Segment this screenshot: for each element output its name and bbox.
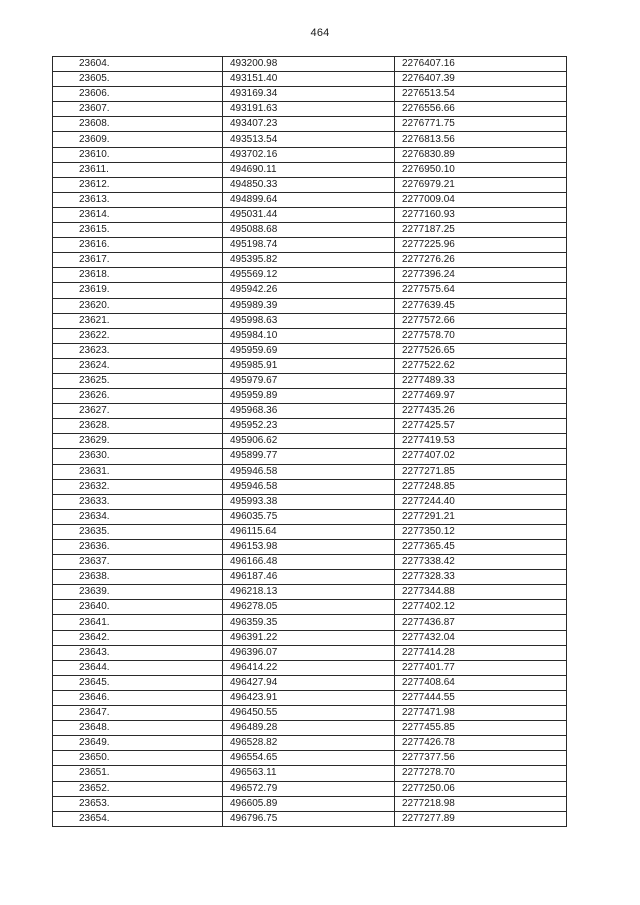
point-number-cell: 23638. <box>53 570 223 585</box>
x-coordinate-cell: 496035.75 <box>223 509 395 524</box>
x-coordinate-cell: 495959.69 <box>223 343 395 358</box>
y-coordinate-cell: 2277271.85 <box>395 464 567 479</box>
point-number-cell: 23647. <box>53 706 223 721</box>
x-coordinate-cell: 495952.23 <box>223 419 395 434</box>
x-coordinate-cell: 496427.94 <box>223 675 395 690</box>
table-row <box>53 706 567 721</box>
x-coordinate-cell: 496572.79 <box>223 781 395 796</box>
y-coordinate-cell: 2277350.12 <box>395 524 567 539</box>
y-coordinate-cell: 2277377.56 <box>395 751 567 766</box>
x-coordinate-cell: 496423.91 <box>223 690 395 705</box>
x-coordinate-cell: 496153.98 <box>223 540 395 555</box>
point-number-cell: 23607. <box>53 102 223 117</box>
point-number-cell: 23619. <box>53 283 223 298</box>
table-row <box>53 615 567 630</box>
y-coordinate-cell: 2277402.12 <box>395 600 567 615</box>
coordinate-table <box>52 56 567 827</box>
point-number-cell: 23642. <box>53 630 223 645</box>
x-coordinate-cell: 495906.62 <box>223 434 395 449</box>
x-coordinate-cell: 493200.98 <box>223 57 395 72</box>
x-coordinate-cell: 495088.68 <box>223 223 395 238</box>
x-coordinate-cell: 495989.39 <box>223 298 395 313</box>
coordinate-table-body <box>53 57 567 827</box>
y-coordinate-cell: 2277432.04 <box>395 630 567 645</box>
x-coordinate-cell: 494899.64 <box>223 192 395 207</box>
table-row <box>53 660 567 675</box>
page-number: 464 <box>310 27 330 39</box>
y-coordinate-cell: 2277396.24 <box>395 268 567 283</box>
x-coordinate-cell: 493702.16 <box>223 147 395 162</box>
table-row <box>53 736 567 751</box>
table-row <box>53 434 567 449</box>
x-coordinate-cell: 493191.63 <box>223 102 395 117</box>
point-number-cell: 23645. <box>53 675 223 690</box>
x-coordinate-cell: 495998.63 <box>223 313 395 328</box>
point-number-cell: 23621. <box>53 313 223 328</box>
y-coordinate-cell: 2276513.54 <box>395 87 567 102</box>
table-row <box>53 721 567 736</box>
point-number-cell: 23634. <box>53 509 223 524</box>
point-number-cell: 23637. <box>53 555 223 570</box>
point-number-cell: 23604. <box>53 57 223 72</box>
x-coordinate-cell: 496359.35 <box>223 615 395 630</box>
table-row <box>53 328 567 343</box>
point-number-cell: 23612. <box>53 177 223 192</box>
table-row <box>53 570 567 585</box>
table-row <box>53 494 567 509</box>
y-coordinate-cell: 2277401.77 <box>395 660 567 675</box>
point-number-cell: 23618. <box>53 268 223 283</box>
table-row <box>53 72 567 87</box>
point-number-cell: 23635. <box>53 524 223 539</box>
y-coordinate-cell: 2276771.75 <box>395 117 567 132</box>
point-number-cell: 23636. <box>53 540 223 555</box>
y-coordinate-cell: 2277419.53 <box>395 434 567 449</box>
x-coordinate-cell: 495942.26 <box>223 283 395 298</box>
point-number-cell: 23605. <box>53 72 223 87</box>
y-coordinate-cell: 2277328.33 <box>395 570 567 585</box>
x-coordinate-cell: 495993.38 <box>223 494 395 509</box>
y-coordinate-cell: 2276950.10 <box>395 162 567 177</box>
point-number-cell: 23646. <box>53 690 223 705</box>
y-coordinate-cell: 2277244.40 <box>395 494 567 509</box>
x-coordinate-cell: 493407.23 <box>223 117 395 132</box>
y-coordinate-cell: 2277444.55 <box>395 690 567 705</box>
y-coordinate-cell: 2277344.88 <box>395 585 567 600</box>
point-number-cell: 23625. <box>53 373 223 388</box>
table-row <box>53 192 567 207</box>
point-number-cell: 23626. <box>53 389 223 404</box>
y-coordinate-cell: 2277425.57 <box>395 419 567 434</box>
y-coordinate-cell: 2277278.70 <box>395 766 567 781</box>
point-number-cell: 23643. <box>53 645 223 660</box>
point-number-cell: 23628. <box>53 419 223 434</box>
x-coordinate-cell: 496489.28 <box>223 721 395 736</box>
table-row <box>53 585 567 600</box>
point-number-cell: 23617. <box>53 253 223 268</box>
point-number-cell: 23629. <box>53 434 223 449</box>
y-coordinate-cell: 2277291.21 <box>395 509 567 524</box>
table-row <box>53 479 567 494</box>
table-row <box>53 162 567 177</box>
point-number-cell: 23614. <box>53 207 223 222</box>
table-row <box>53 509 567 524</box>
table-row <box>53 540 567 555</box>
x-coordinate-cell: 496218.13 <box>223 585 395 600</box>
y-coordinate-cell: 2276830.89 <box>395 147 567 162</box>
table-row <box>53 177 567 192</box>
x-coordinate-cell: 496796.75 <box>223 811 395 826</box>
table-row <box>53 117 567 132</box>
y-coordinate-cell: 2277489.33 <box>395 373 567 388</box>
point-number-cell: 23631. <box>53 464 223 479</box>
y-coordinate-cell: 2277471.98 <box>395 706 567 721</box>
x-coordinate-cell: 495569.12 <box>223 268 395 283</box>
x-coordinate-cell: 496414.22 <box>223 660 395 675</box>
x-coordinate-cell: 496528.82 <box>223 736 395 751</box>
table-row <box>53 464 567 479</box>
x-coordinate-cell: 495946.58 <box>223 464 395 479</box>
point-number-cell: 23627. <box>53 404 223 419</box>
y-coordinate-cell: 2277218.98 <box>395 796 567 811</box>
x-coordinate-cell: 495395.82 <box>223 253 395 268</box>
y-coordinate-cell: 2277250.06 <box>395 781 567 796</box>
point-number-cell: 23648. <box>53 721 223 736</box>
point-number-cell: 23622. <box>53 328 223 343</box>
y-coordinate-cell: 2276407.39 <box>395 72 567 87</box>
point-number-cell: 23633. <box>53 494 223 509</box>
point-number-cell: 23620. <box>53 298 223 313</box>
table-row <box>53 389 567 404</box>
table-row <box>53 449 567 464</box>
y-coordinate-cell: 2276979.21 <box>395 177 567 192</box>
y-coordinate-cell: 2276556.66 <box>395 102 567 117</box>
table-row <box>53 238 567 253</box>
point-number-cell: 23651. <box>53 766 223 781</box>
x-coordinate-cell: 495984.10 <box>223 328 395 343</box>
x-coordinate-cell: 495899.77 <box>223 449 395 464</box>
table-row <box>53 132 567 147</box>
x-coordinate-cell: 496396.07 <box>223 645 395 660</box>
point-number-cell: 23652. <box>53 781 223 796</box>
y-coordinate-cell: 2277248.85 <box>395 479 567 494</box>
y-coordinate-cell: 2277578.70 <box>395 328 567 343</box>
point-number-cell: 23624. <box>53 358 223 373</box>
table-row <box>53 766 567 781</box>
table-row <box>53 675 567 690</box>
table-row <box>53 358 567 373</box>
table-row <box>53 283 567 298</box>
point-number-cell: 23616. <box>53 238 223 253</box>
x-coordinate-cell: 493151.40 <box>223 72 395 87</box>
x-coordinate-cell: 495985.91 <box>223 358 395 373</box>
x-coordinate-cell: 495968.36 <box>223 404 395 419</box>
y-coordinate-cell: 2277639.45 <box>395 298 567 313</box>
y-coordinate-cell: 2277426.78 <box>395 736 567 751</box>
table-row <box>53 555 567 570</box>
point-number-cell: 23653. <box>53 796 223 811</box>
table-row <box>53 600 567 615</box>
y-coordinate-cell: 2277407.02 <box>395 449 567 464</box>
point-number-cell: 23641. <box>53 615 223 630</box>
y-coordinate-cell: 2277436.87 <box>395 615 567 630</box>
table-row <box>53 253 567 268</box>
y-coordinate-cell: 2277526.65 <box>395 343 567 358</box>
point-number-cell: 23630. <box>53 449 223 464</box>
x-coordinate-cell: 496278.05 <box>223 600 395 615</box>
table-row <box>53 645 567 660</box>
table-row <box>53 373 567 388</box>
point-number-cell: 23640. <box>53 600 223 615</box>
x-coordinate-cell: 494850.33 <box>223 177 395 192</box>
table-row <box>53 811 567 826</box>
y-coordinate-cell: 2277338.42 <box>395 555 567 570</box>
y-coordinate-cell: 2277469.97 <box>395 389 567 404</box>
table-row <box>53 298 567 313</box>
point-number-cell: 23644. <box>53 660 223 675</box>
point-number-cell: 23610. <box>53 147 223 162</box>
point-number-cell: 23613. <box>53 192 223 207</box>
table-row <box>53 524 567 539</box>
y-coordinate-cell: 2277575.64 <box>395 283 567 298</box>
x-coordinate-cell: 496563.11 <box>223 766 395 781</box>
point-number-cell: 23650. <box>53 751 223 766</box>
table-row <box>53 690 567 705</box>
x-coordinate-cell: 495959.89 <box>223 389 395 404</box>
y-coordinate-cell: 2277160.93 <box>395 207 567 222</box>
y-coordinate-cell: 2277276.26 <box>395 253 567 268</box>
x-coordinate-cell: 496605.89 <box>223 796 395 811</box>
x-coordinate-cell: 495979.67 <box>223 373 395 388</box>
point-number-cell: 23639. <box>53 585 223 600</box>
table-row <box>53 268 567 283</box>
table-row <box>53 781 567 796</box>
y-coordinate-cell: 2277572.66 <box>395 313 567 328</box>
y-coordinate-cell: 2277009.04 <box>395 192 567 207</box>
table-row <box>53 147 567 162</box>
x-coordinate-cell: 496391.22 <box>223 630 395 645</box>
y-coordinate-cell: 2276813.56 <box>395 132 567 147</box>
y-coordinate-cell: 2277408.64 <box>395 675 567 690</box>
point-number-cell: 23615. <box>53 223 223 238</box>
point-number-cell: 23632. <box>53 479 223 494</box>
table-row <box>53 343 567 358</box>
table-row <box>53 796 567 811</box>
table-row <box>53 102 567 117</box>
table-row <box>53 57 567 72</box>
table-row <box>53 630 567 645</box>
point-number-cell: 23611. <box>53 162 223 177</box>
x-coordinate-cell: 494690.11 <box>223 162 395 177</box>
table-row <box>53 207 567 222</box>
table-row <box>53 751 567 766</box>
point-number-cell: 23649. <box>53 736 223 751</box>
table-row <box>53 223 567 238</box>
x-coordinate-cell: 495031.44 <box>223 207 395 222</box>
y-coordinate-cell: 2277435.26 <box>395 404 567 419</box>
x-coordinate-cell: 496115.64 <box>223 524 395 539</box>
y-coordinate-cell: 2277365.45 <box>395 540 567 555</box>
table-row <box>53 313 567 328</box>
y-coordinate-cell: 2276407.16 <box>395 57 567 72</box>
table-row <box>53 87 567 102</box>
point-number-cell: 23608. <box>53 117 223 132</box>
x-coordinate-cell: 496166.48 <box>223 555 395 570</box>
x-coordinate-cell: 496187.46 <box>223 570 395 585</box>
x-coordinate-cell: 493513.54 <box>223 132 395 147</box>
table-row <box>53 404 567 419</box>
y-coordinate-cell: 2277414.28 <box>395 645 567 660</box>
table-row <box>53 419 567 434</box>
point-number-cell: 23654. <box>53 811 223 826</box>
x-coordinate-cell: 495198.74 <box>223 238 395 253</box>
point-number-cell: 23606. <box>53 87 223 102</box>
x-coordinate-cell: 493169.34 <box>223 87 395 102</box>
y-coordinate-cell: 2277277.89 <box>395 811 567 826</box>
x-coordinate-cell: 496554.65 <box>223 751 395 766</box>
y-coordinate-cell: 2277522.62 <box>395 358 567 373</box>
y-coordinate-cell: 2277187.25 <box>395 223 567 238</box>
point-number-cell: 23609. <box>53 132 223 147</box>
y-coordinate-cell: 2277455.85 <box>395 721 567 736</box>
y-coordinate-cell: 2277225.96 <box>395 238 567 253</box>
point-number-cell: 23623. <box>53 343 223 358</box>
x-coordinate-cell: 495946.58 <box>223 479 395 494</box>
x-coordinate-cell: 496450.55 <box>223 706 395 721</box>
